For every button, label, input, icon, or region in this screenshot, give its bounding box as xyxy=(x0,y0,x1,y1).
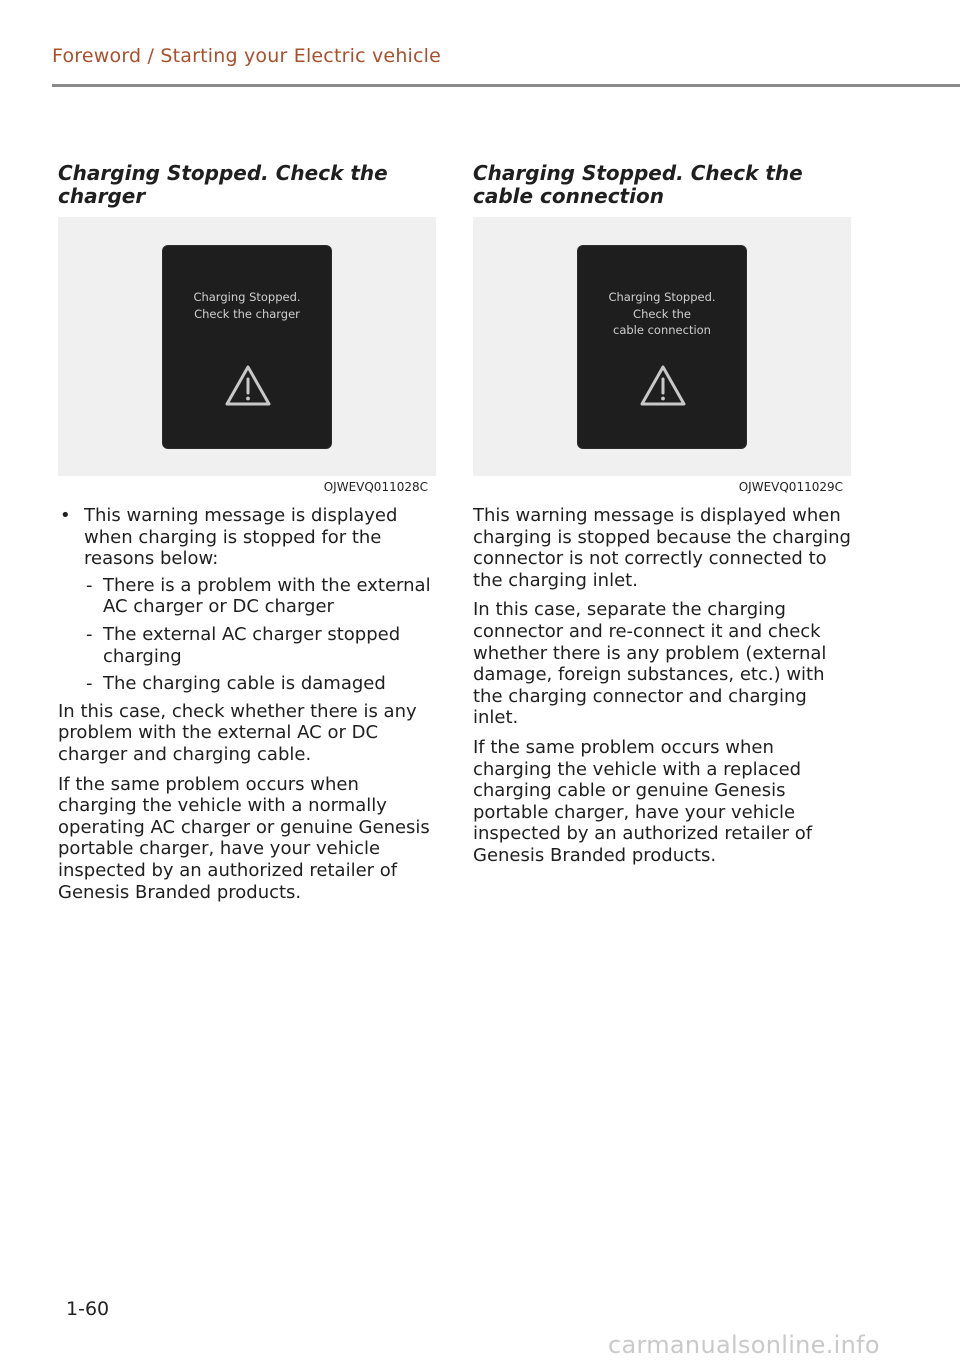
dash-marker: - xyxy=(86,623,93,645)
paragraph: This warning message is displayed when charging is stopped because the charging connector is not correctly connected to the charging inlet. xyxy=(473,505,851,591)
dash-marker: - xyxy=(86,673,93,695)
warning-triangle-icon xyxy=(224,364,272,408)
watermark: carmanualsonline.info xyxy=(608,1331,880,1359)
left-body xyxy=(58,505,436,903)
sub-item xyxy=(58,575,436,618)
right-column xyxy=(473,162,851,875)
display-line: Charging Stopped. xyxy=(193,290,301,304)
display-message xyxy=(578,289,746,339)
paragraph: In this case, check whether there is any problem with the external AC or DC charger and charging cable. xyxy=(58,700,417,765)
cluster-display xyxy=(578,246,746,448)
sub-item-text: The external AC charger stopped charging xyxy=(103,623,401,667)
dash-marker: - xyxy=(86,574,93,596)
section-title-cable: Charging Stopped. Check the cable connection xyxy=(473,161,803,208)
header-divider xyxy=(52,84,960,87)
sub-item xyxy=(58,673,436,695)
header-title: Foreword / Starting your Electric vehicle xyxy=(52,45,442,67)
page-number: 1-60 xyxy=(66,1298,110,1320)
sub-item-text: There is a problem with the external AC charger or DC charger xyxy=(103,574,431,618)
left-column xyxy=(58,162,436,911)
display-message xyxy=(163,289,331,322)
display-line: Check the charger xyxy=(194,306,300,321)
bullet-text: This warning message is displayed when charging is stopped for the reasons below: xyxy=(84,505,398,570)
paragraph: If the same problem occurs when charging the vehicle with a normally operating AC charger or genuine Genesis portable charger, have your vehicle inspected by an authorized retailer of Genesis Branded products. xyxy=(58,773,430,903)
sub-item xyxy=(58,624,436,667)
display-line: cable connection xyxy=(613,323,711,337)
cluster-display xyxy=(163,246,331,448)
display-line: Check the xyxy=(633,306,691,321)
display-line: Charging Stopped. xyxy=(608,290,716,304)
paragraph: If the same problem occurs when charging the vehicle with a replaced charging cable or genuine Genesis portable charger, have your vehicle inspected by an authorized retailer of Genesis Branded products. xyxy=(473,736,813,866)
paragraph: In this case, separate the charging connector and re-connect it and check whether there is any problem (external damage, foreign substances, etc.) with the charging connector and charging inlet. xyxy=(473,599,827,729)
section-title-charger: Charging Stopped. Check the charger xyxy=(58,161,388,208)
figure-code: OJWEVQ011029C xyxy=(738,480,843,494)
warning-triangle-icon xyxy=(639,364,687,408)
right-body xyxy=(473,505,851,867)
sub-item-text: The charging cable is damaged xyxy=(103,673,386,695)
figure-code: OJWEVQ011028C xyxy=(323,480,428,494)
bullet-marker: • xyxy=(60,505,71,526)
bullet-item xyxy=(58,505,436,570)
figure-cable-warning xyxy=(473,217,851,476)
figure-charger-warning xyxy=(58,217,436,476)
